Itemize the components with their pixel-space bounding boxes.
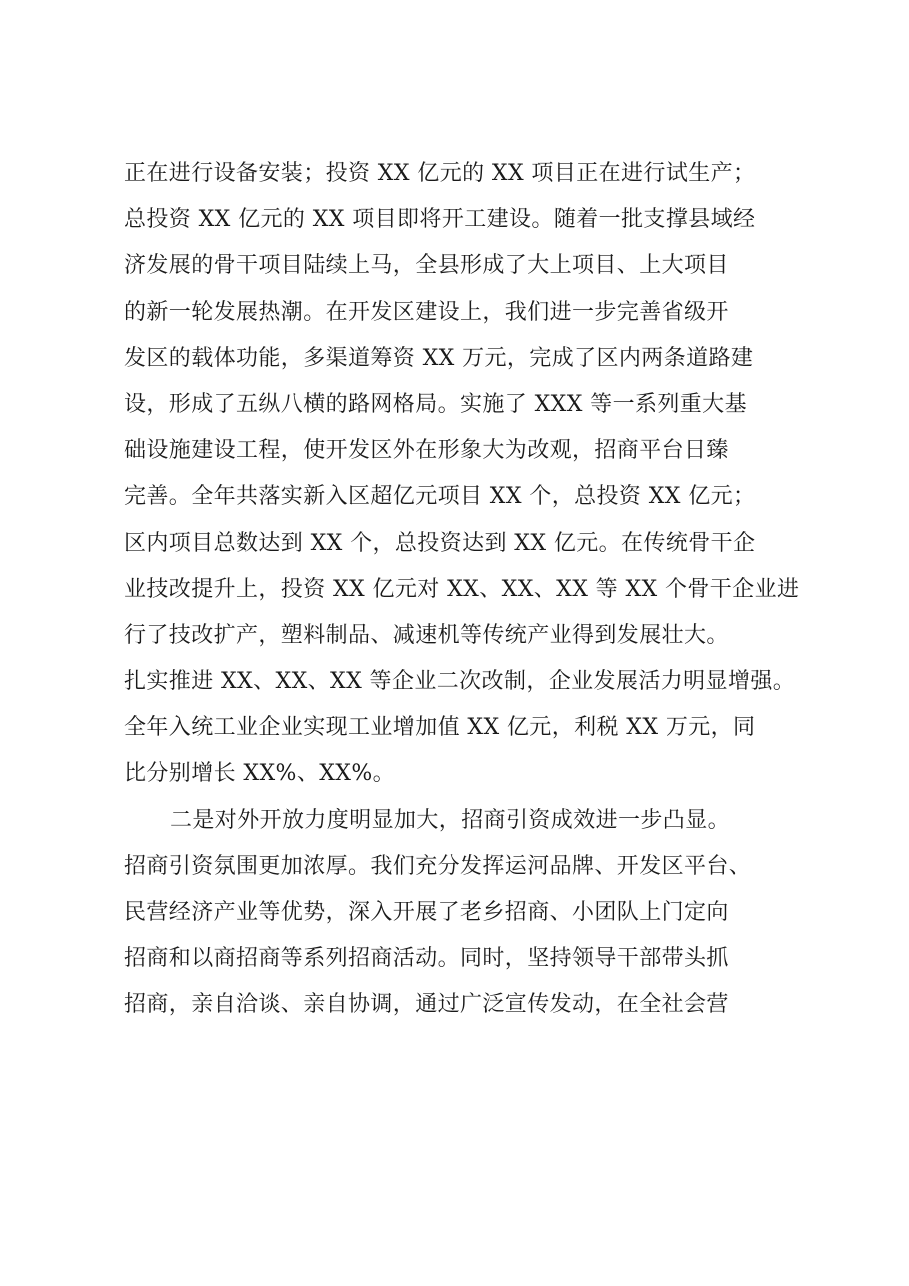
text-line-18: 招商和以商招商等系列招商活动。同时，坚持领导干部带头抓	[124, 946, 729, 972]
text-line-16: 招商引资氛围更加浓厚。我们充分发挥运河品牌、开发区平台、	[124, 853, 752, 879]
body-text	[124, 151, 824, 1029]
text-line-3: 济发展的骨干项目陆续上马，全县形成了大上项目、上大项目	[124, 253, 729, 279]
text-line-17: 民营经济产业等优势，深入开展了老乡招商、小团队上门定向	[124, 900, 729, 925]
paragraph-2-first-line: 二是对外开放力度明显加大，招商引资成效进一步凸显。	[170, 807, 731, 833]
text-line-8: 完善。全年共落实新入区超亿元项目 XX 个，总投资 XX 亿元；	[124, 484, 756, 510]
text-line-6: 设，形成了五纵八横的路网格局。实施了 XXX 等一系列重大基	[124, 391, 747, 417]
text-line-11: 行了技改扩产，塑料制品、减速机等传统产业得到发展壮大。	[124, 622, 729, 648]
text-line-14: 比分别增长 XX%、XX%。	[124, 761, 396, 787]
text-line-2: 总投资 XX 亿元的 XX 项目即将开工建设。随着一批支撑县域经	[124, 207, 756, 233]
text-line-9: 区内项目总数达到 XX 个，总投资达到 XX 亿元。在传统骨干企	[124, 530, 756, 556]
text-line-5: 发区的载体功能，多渠道筹资 XX 万元，完成了区内两条道路建	[124, 345, 754, 371]
text-line-1: 正在进行设备安装；投资 XX 亿元的 XX 项目正在进行试生产；	[124, 161, 756, 186]
text-line-10: 业技改提升上，投资 XX 亿元对 XX、XX、XX 等 XX 个骨干企业进	[124, 576, 800, 602]
text-line-12: 扎实推进 XX、XX、XX 等企业二次改制，企业发展活力明显增强。	[124, 669, 796, 695]
text-line-19: 招商，亲自洽谈、亲自协调，通过广泛宣传发动，在全社会营	[124, 992, 729, 1018]
text-line-4: 的新一轮发展热潮。在开发区建设上，我们进一步完善省级开	[124, 299, 729, 325]
text-line-7: 础设施建设工程，使开发区外在形象大为改观，招商平台日臻	[124, 438, 729, 464]
text-line-13: 全年入统工业企业实现工业增加值 XX 亿元，利税 XX 万元，同	[124, 715, 756, 741]
